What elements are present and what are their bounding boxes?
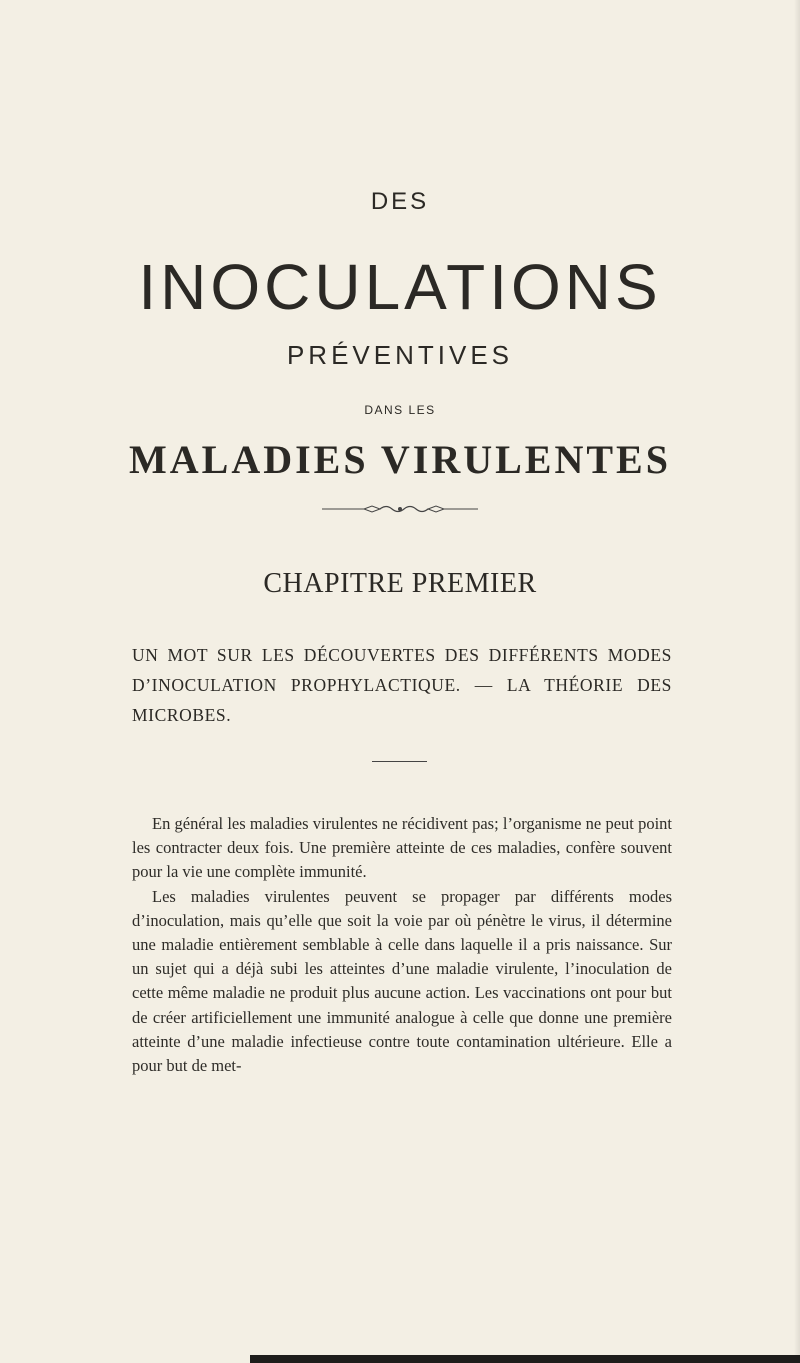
ornament-divider-icon [322,503,478,515]
body-text [132,812,672,1078]
title-dans-les: DANS LES [364,403,436,417]
chapter-heading: CHAPITRE PREMIER [263,568,537,599]
scan-bottom-edge [250,1355,800,1363]
paragraph-2: Les maladies virulentes peuvent se propager par différents modes d’inoculation, mais qu’elle que soit la voie par où pénètre le virus, il détermine une maladie entièrement semblable à celle dans laquelle il a pris naissance. Sur un sujet qui a déjà subi les atteintes d’une maladie virulente, l’inoculation de cette même maladie ne produit plus aucune action. Les vaccinations ont pour but de créer artificiellement une immunité analogue à celle que donne une première atteinte d’une maladie infectieuse contre toute contamination ultérieure. Elle a pour but de met- [132,886,672,1076]
main-title: INOCULATIONS [138,251,662,323]
title-maladies-virulentes: MALADIES VIRULENTES [129,437,671,482]
title-des: DES [370,188,430,215]
paragraph-1: En général les maladies virulentes ne récidivent pas; l’organisme ne peut point les contracter deux fois. Une première atteinte de ces maladies, confère souvent pour la vie une complète immunité. [132,814,672,882]
section-rule [372,761,427,762]
chapter-summary: UN MOT SUR LES DÉCOUVERTES DES DIFFÉRENTS MODES D’INOCULATION PROPHYLACTIQUE. — LA THÉORIE DES MICROBES. [132,645,672,725]
subtitle: PRÉVENTIVES [286,340,514,370]
